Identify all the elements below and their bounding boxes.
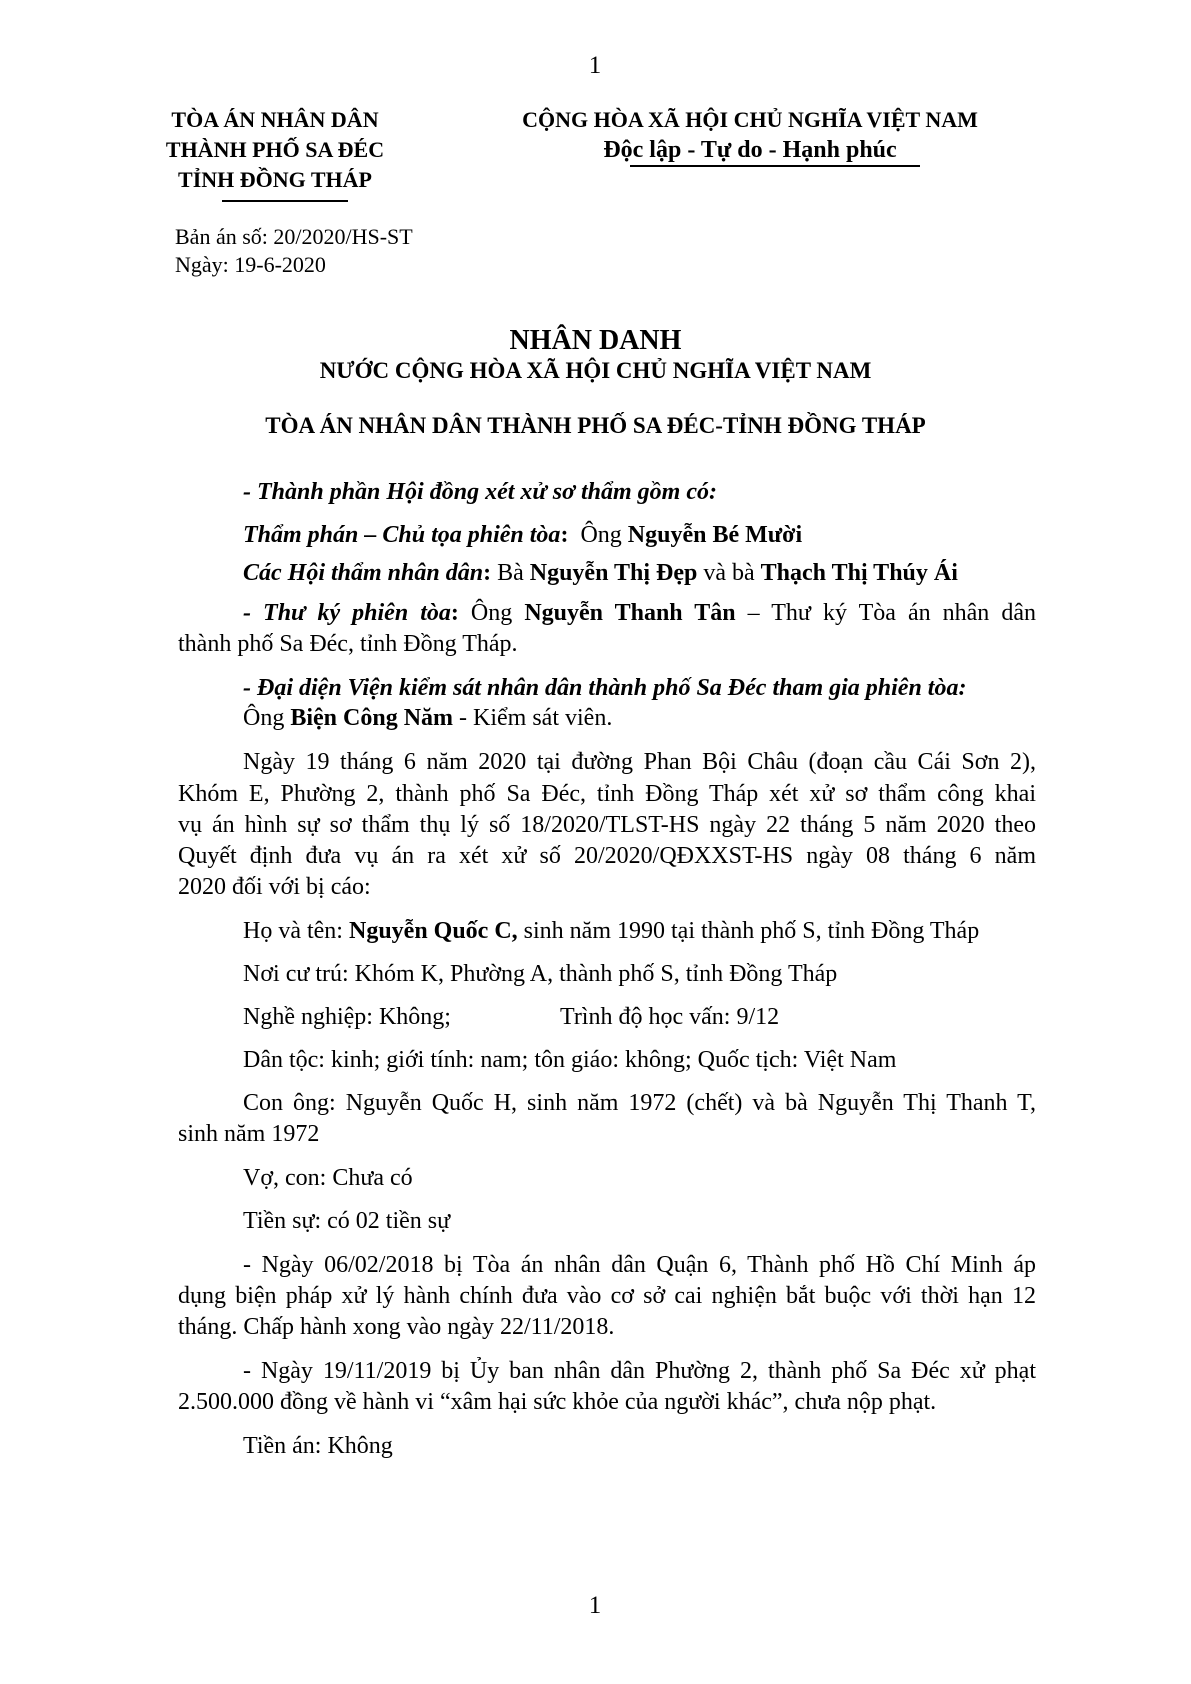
name-label: Họ và tên: xyxy=(243,918,349,944)
juror-1-name: Nguyễn Thị Đẹp xyxy=(529,560,698,586)
procurator-name: Biện Công Năm xyxy=(290,705,454,731)
procurator-role: - Kiểm sát viên. xyxy=(453,705,613,731)
national-header xyxy=(500,105,1000,165)
jurors-and: và bà xyxy=(697,560,761,586)
defendant-name-line xyxy=(243,918,979,945)
prior-record-1: - Ngày 06/02/2018 bị Tòa án nhân dân Quận 6, Thành phố Hồ Chí Minh áp xyxy=(243,1252,1036,1278)
court-header xyxy=(150,105,400,195)
intro-line: 2020 đối với bị cáo: xyxy=(178,874,371,900)
page-number-bottom: 1 xyxy=(588,1592,602,1619)
defendant-parents-cont: sinh năm 1972 xyxy=(178,1121,320,1147)
procurator-label: - Đại diện Viện kiểm sát nhân dân thành phố Sa Đéc tham gia phiên tòa: xyxy=(243,675,967,701)
defendant-parents: Con ông: Nguyễn Quốc H, sinh năm 1972 (chết) và bà Nguyễn Thị Thanh T, xyxy=(243,1090,1036,1116)
header-rule-right xyxy=(630,165,920,167)
clerk-role-continued: thành phố Sa Đéc, tỉnh Đồng Tháp. xyxy=(178,631,518,657)
defendant-family: Vợ, con: Chưa có xyxy=(243,1165,413,1191)
judge-line xyxy=(243,522,802,549)
jurors-line xyxy=(243,560,958,587)
clerk-name: Nguyễn Thanh Tân xyxy=(524,600,736,626)
court-header-line: TÒA ÁN NHÂN DÂN xyxy=(171,107,379,132)
panel-heading: - Thành phần Hội đồng xét xử sơ thẩm gồm có: xyxy=(243,479,717,505)
title-on-behalf: NHÂN DANH xyxy=(509,325,682,356)
prior-record-1: dụng biện pháp xử lý hành chính đưa vào cơ sở cai nghiện bắt buộc với thời hạn 12 xyxy=(178,1283,1036,1309)
defendant-occupation: Nghề nghiệp: Không; xyxy=(243,1004,451,1030)
defendant-residence: Nơi cư trú: Khóm K, Phường A, thành phố S, tỉnh Đồng Tháp xyxy=(243,961,838,987)
criminal-record: Tiền án: Không xyxy=(243,1433,393,1459)
national-header-line2: Độc lập - Tự do - Hạnh phúc xyxy=(603,137,897,163)
case-date: Ngày: 19-6-2020 xyxy=(175,252,326,277)
prior-record-2: 2.500.000 đồng về hành vi “xâm hại sức khỏe của người khác”, chưa nộp phạt. xyxy=(178,1389,937,1415)
court-header-line: THÀNH PHỐ SA ĐÉC xyxy=(165,137,385,162)
clerk-colon: : xyxy=(450,600,459,626)
procurator-line xyxy=(243,705,612,732)
defendant-birth: sinh năm 1990 tại thành phố S, tỉnh Đồng Tháp xyxy=(517,918,980,944)
page-number-top: 1 xyxy=(588,52,602,79)
title-court: TÒA ÁN NHÂN DÂN THÀNH PHỐ SA ĐÉC-TỈNH ĐỒNG THÁP xyxy=(265,413,926,438)
header-rule-left xyxy=(222,200,348,202)
intro-line: Khóm E, Phường 2, thành phố Sa Đéc, tỉnh Đồng Tháp xét xử sơ thẩm công khai xyxy=(178,781,1036,807)
judge-colon: : xyxy=(560,522,569,548)
clerk-line xyxy=(243,600,1036,627)
defendant-name: Nguyễn Quốc C, xyxy=(348,918,518,944)
judge-name: Nguyễn Bé Mười xyxy=(627,522,803,548)
case-number: Bản án số: 20/2020/HS-ST xyxy=(175,224,413,249)
clerk-prefix: Ông xyxy=(458,600,525,626)
procurator-prefix: Ông xyxy=(243,705,291,731)
clerk-role: – Thư ký Tòa án nhân dân xyxy=(735,600,1036,626)
jurors-label: Các Hội thẩm nhân dân xyxy=(243,560,484,586)
jurors-prefix: Bà xyxy=(491,560,530,586)
defendant-education: Trình độ học vấn: 9/12 xyxy=(560,1004,780,1030)
title-country: NƯỚC CỘNG HÒA XÃ HỘI CHỦ NGHĨA VIỆT NAM xyxy=(319,358,872,383)
jurors-colon: : xyxy=(483,560,492,586)
clerk-label: - Thư ký phiên tòa xyxy=(243,600,451,626)
judge-label: Thẩm phán – Chủ tọa phiên tòa xyxy=(243,522,561,548)
intro-line: Quyết định đưa vụ án ra xét xử số 20/2020/QĐXXST-HS ngày 08 tháng 6 năm xyxy=(178,843,1036,869)
court-header-line: TỈNH ĐỒNG THÁP xyxy=(178,167,372,192)
prior-record-2: - Ngày 19/11/2019 bị Ủy ban nhân dân Phường 2, thành phố Sa Đéc xử phạt xyxy=(243,1358,1036,1384)
intro-line: vụ án hình sự sơ thẩm thụ lý số 18/2020/TLST-HS ngày 22 tháng 5 năm 2020 theo xyxy=(178,812,1036,838)
juror-2-name: Thạch Thị Thúy Ái xyxy=(760,560,958,586)
intro-line: Ngày 19 tháng 6 năm 2020 tại đường Phan Bội Châu (đoạn cầu Cái Sơn 2), xyxy=(243,749,1036,775)
national-header-line1: CỘNG HÒA XÃ HỘI CHỦ NGHĨA VIỆT NAM xyxy=(522,107,978,132)
judge-prefix: Ông xyxy=(568,522,628,548)
defendant-prior-conduct: Tiền sự: có 02 tiền sự xyxy=(243,1208,451,1234)
defendant-ethnicity: Dân tộc: kinh; giới tính: nam; tôn giáo: không; Quốc tịch: Việt Nam xyxy=(243,1047,897,1073)
prior-record-1: tháng. Chấp hành xong vào ngày 22/11/2018. xyxy=(178,1314,615,1340)
